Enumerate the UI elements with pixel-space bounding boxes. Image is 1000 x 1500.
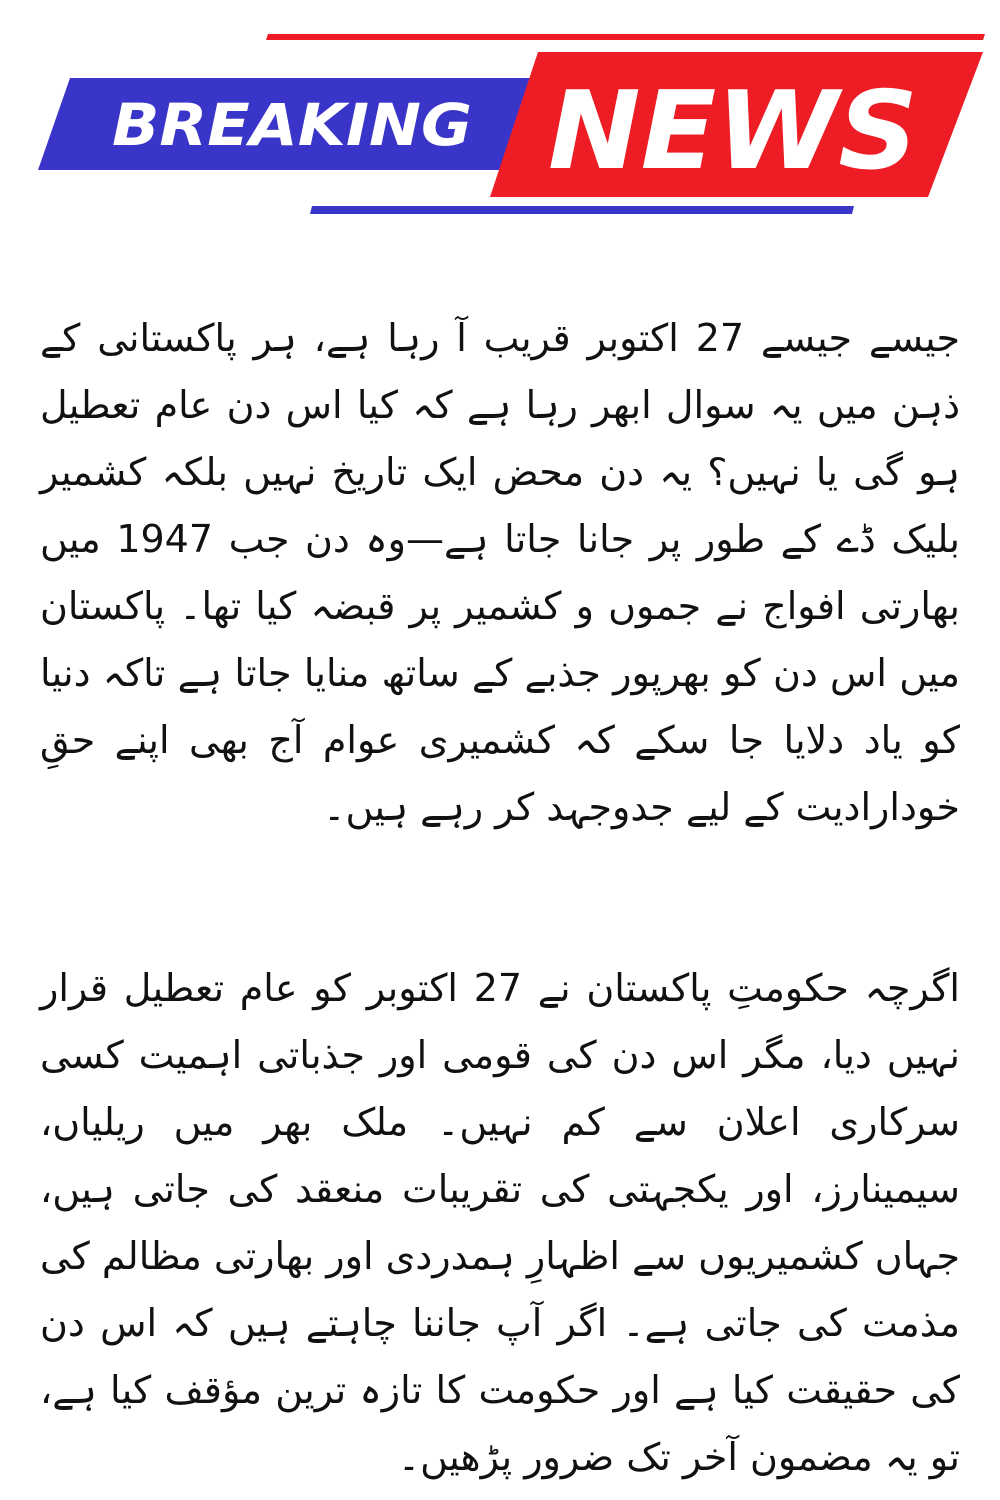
breaking-label: BREAKING: [112, 91, 472, 159]
article-paragraph-2: اگرچہ حکومتِ پاکستان نے 27 اکتوبر کو عام تعطیل قرار نہیں دیا، مگر اس دن کی قومی اور جذباتی اہمیت کسی سرکاری اعلان سے کم نہیں۔ ملک بھر میں ریلیاں، سیمینارز، اور یکجہتی کی تقریبات منعقد کی جاتی ہیں، جہاں کشمیریوں سے اظہارِ ہمدردی اور بھارتی مظالم کی مذمت کی جاتی ہے۔ اگر آپ جاننا چاہتے ہیں کہ اس دن کی حقیقت کیا ہے اور حکومت کا تازہ ترین مؤقف کیا ہے، تو یہ مضمون آخر تک ضرور پڑھیں۔: [40, 966, 960, 1479]
breaking-news-banner: [0, 0, 1000, 230]
banner-top-red-stripe: [266, 34, 985, 40]
banner-bottom-blue-stripe: [310, 206, 854, 214]
breaking-news-graphic: [0, 0, 1000, 230]
news-label: NEWS: [548, 69, 918, 194]
article-paragraph-1: جیسے جیسے 27 اکتوبر قریب آ رہا ہے، ہر پاکستانی کے ذہن میں یہ سوال ابھر رہا ہے کہ کیا اس دن عام تعطیل ہو گی یا نہیں؟ یہ دن محض ایک تاریخ نہیں بلکہ کشمیر بلیک ڈے کے طور پر جانا جاتا ہے—وہ دن جب 1947 میں بھارتی افواج نے جموں و کشمیر پر قبضہ کیا تھا۔ پاکستان میں اس دن کو بھرپور جذبے کے ساتھ منایا جاتا ہے تاکہ دنیا کو یاد دلایا جا سکے کہ کشمیری عوام آج بھی اپنے حقِ خودارادیت کے لیے جدوجہد کر رہے ہیں۔: [40, 316, 960, 829]
